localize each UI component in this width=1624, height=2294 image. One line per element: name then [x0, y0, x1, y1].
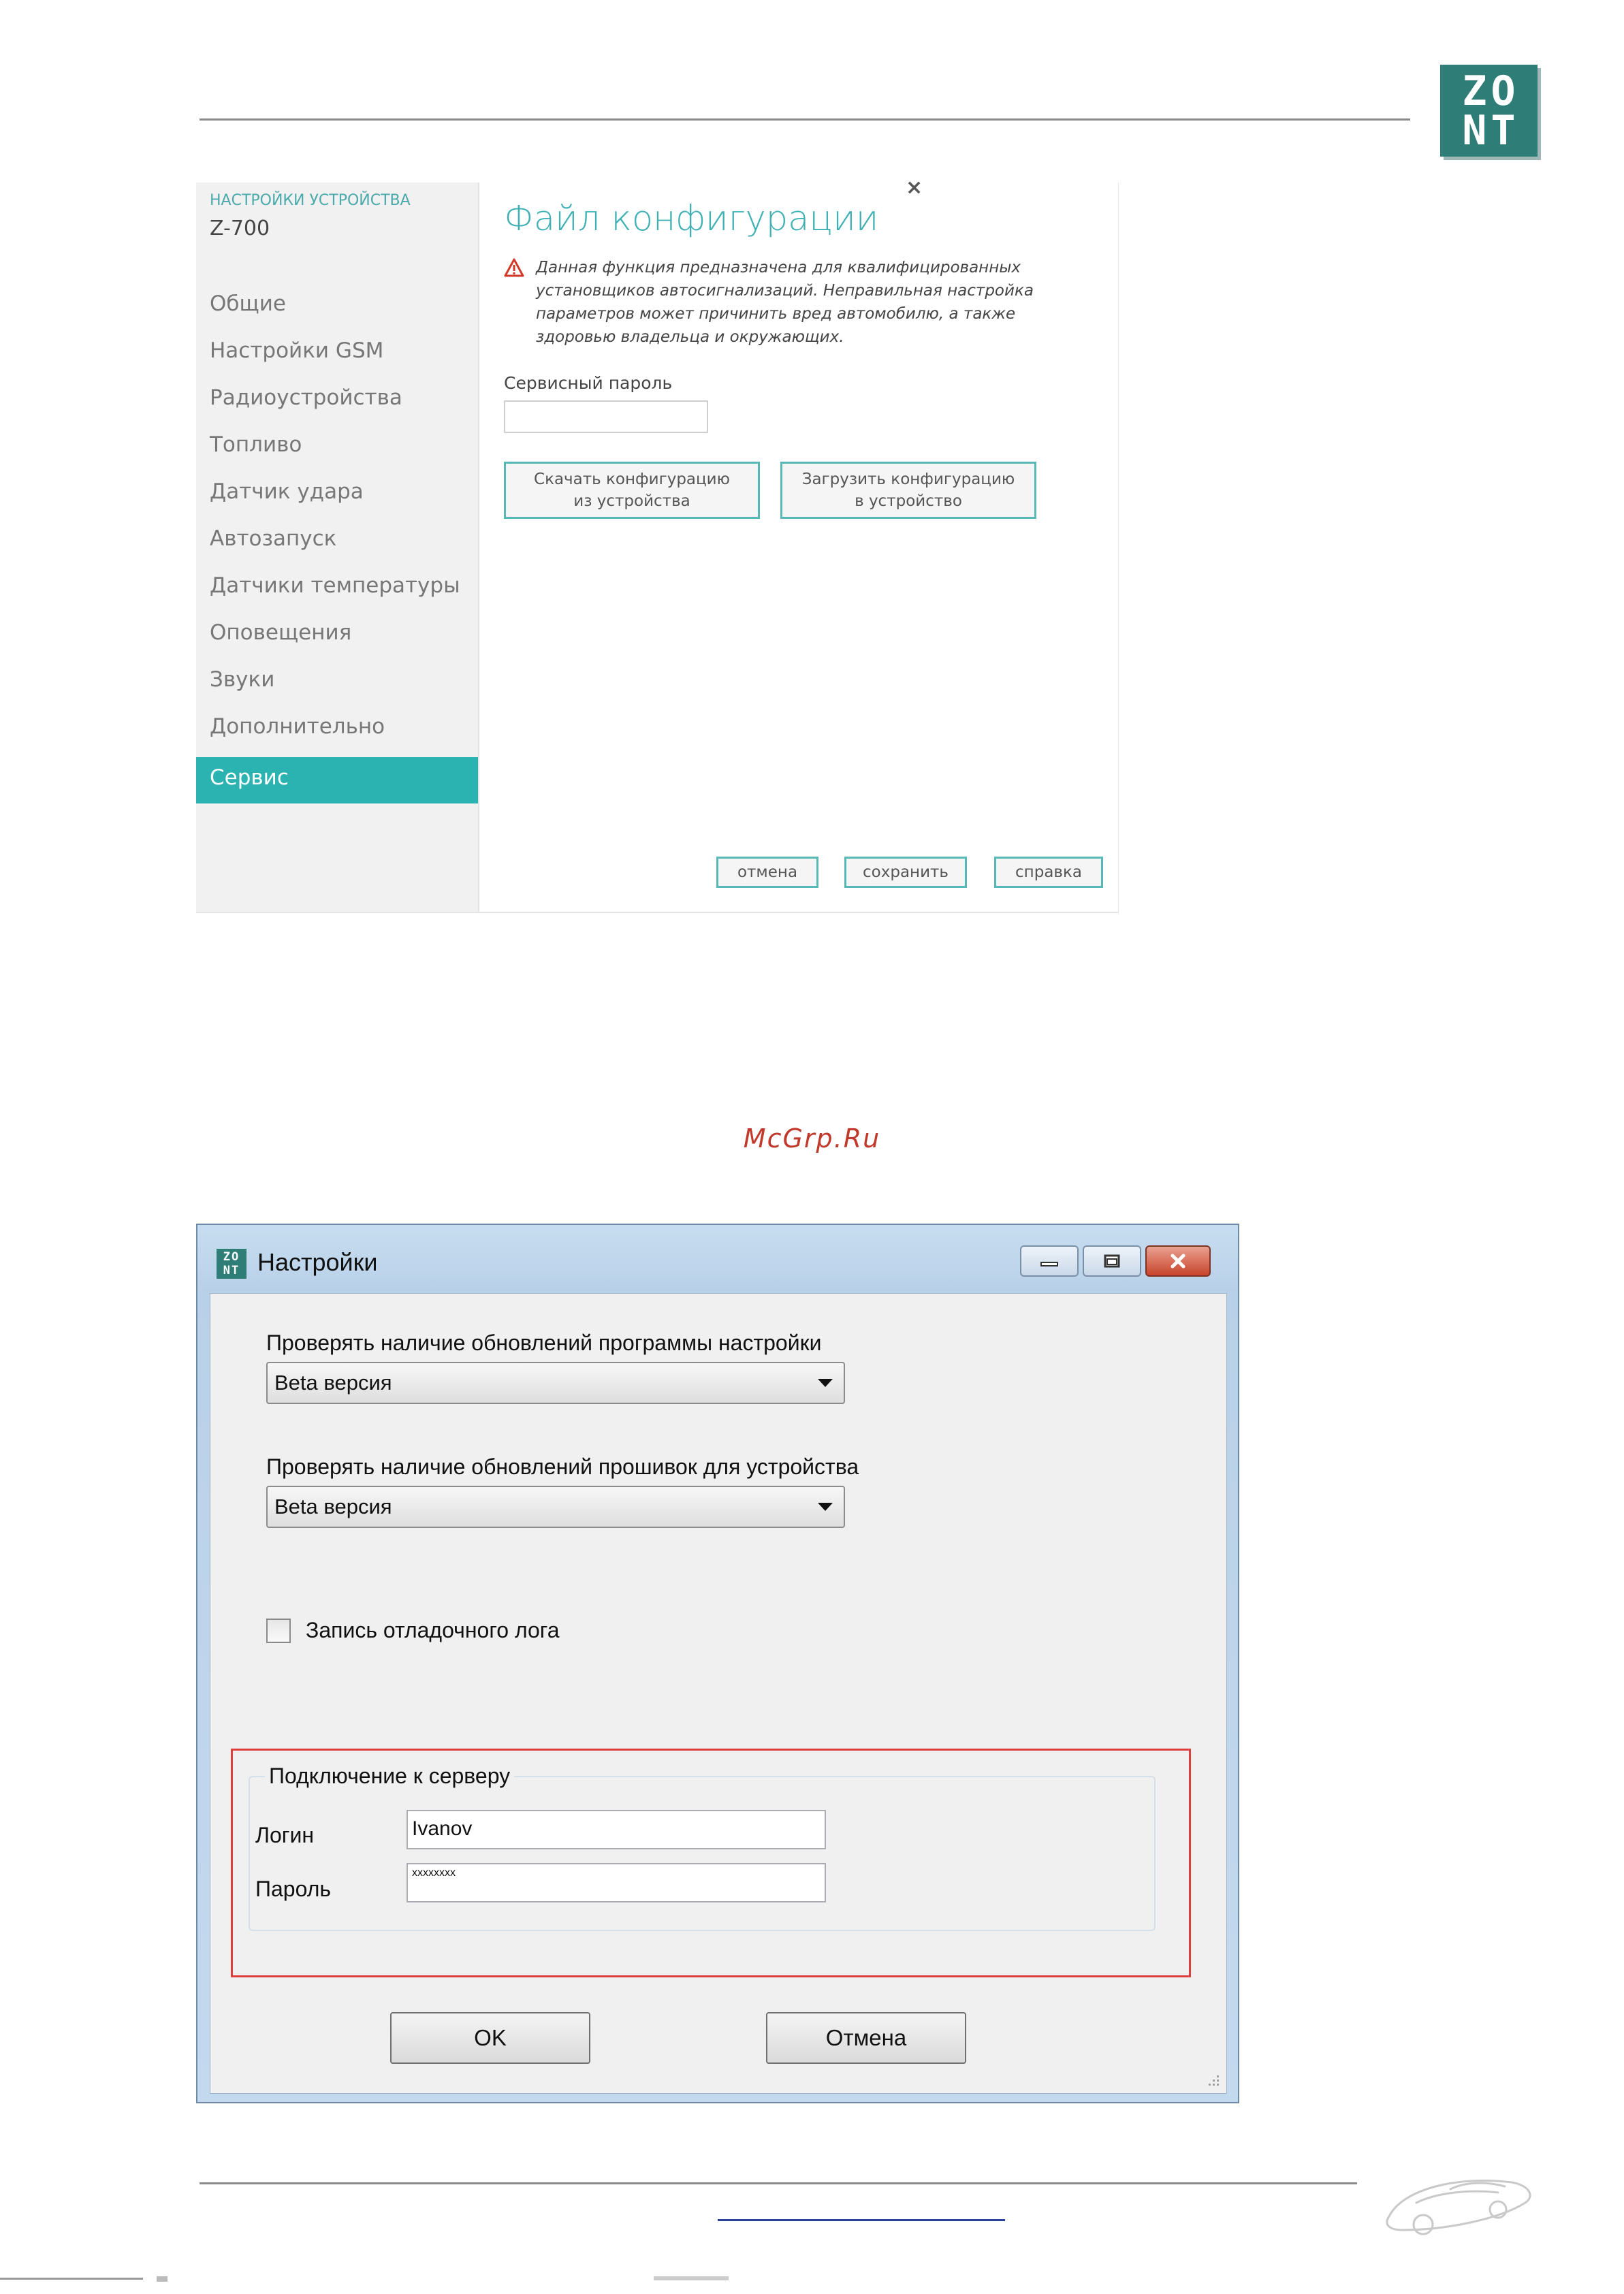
help-button[interactable]: справка	[994, 857, 1103, 888]
service-password-label: Сервисный пароль	[504, 373, 673, 393]
firmware-updates-label: Проверять наличие обновлений прошивок для устройства	[266, 1454, 859, 1479]
download-config-button[interactable]: Скачать конфигурацию из устройства	[504, 462, 760, 519]
dialog-body	[210, 1293, 1227, 2094]
server-connection-group	[249, 1776, 1156, 1931]
ok-button[interactable]: OK	[390, 2012, 590, 2064]
car-sketch-icon	[1375, 2162, 1539, 2244]
server-connection-legend: Подключение к серверу	[265, 1764, 514, 1789]
upload-config-button[interactable]: Загрузить конфигурацию в устройство	[780, 462, 1036, 519]
sidebar-item-general[interactable]: Общие	[210, 291, 286, 316]
save-button[interactable]: сохранить	[844, 857, 967, 888]
program-updates-label: Проверять наличие обновлений программы настройки	[266, 1331, 822, 1355]
sidebar-item-notifications[interactable]: Оповещения	[210, 620, 352, 645]
sidebar-item-autostart[interactable]: Автозапуск	[210, 526, 337, 551]
sidebar-item-fuel[interactable]: Топливо	[210, 432, 302, 457]
sidebar-item-service[interactable]	[196, 757, 478, 803]
sidebar-item-additional[interactable]: Дополнительно	[210, 714, 385, 739]
footer-link-underline[interactable]	[718, 2219, 1005, 2221]
cancel-dialog-button[interactable]: Отмена	[766, 2012, 966, 2064]
page-edge-artifact	[0, 2276, 1624, 2294]
program-updates-select[interactable]	[266, 1362, 845, 1404]
close-button[interactable]	[1145, 1245, 1211, 1277]
minimize-icon	[1039, 1256, 1060, 1267]
cancel-button[interactable]: отмена	[716, 857, 818, 888]
settings-sidebar	[196, 182, 479, 912]
footer-rule	[200, 2182, 1357, 2184]
debug-log-label: Запись отладочного лога	[306, 1618, 560, 1642]
sidebar-item-service-label: Сервис	[210, 765, 289, 790]
service-password-input[interactable]	[504, 400, 708, 433]
close-icon	[1168, 1253, 1188, 1269]
chevron-down-icon	[818, 1503, 833, 1511]
maximize-icon	[1102, 1253, 1122, 1269]
login-input[interactable]: Ivanov	[407, 1810, 826, 1849]
password-label: Пароль	[255, 1877, 332, 1901]
sidebar-item-gsm[interactable]: Настройки GSM	[210, 338, 384, 363]
maximize-button[interactable]	[1083, 1245, 1141, 1277]
zont-logo	[1440, 65, 1538, 157]
login-label: Логин	[255, 1823, 315, 1847]
page-title: Файл конфигурации	[504, 199, 879, 239]
device-model: Z-700	[210, 217, 270, 240]
password-input[interactable]: xxxxxxxx	[407, 1863, 826, 1902]
header-rule	[200, 118, 1410, 121]
chevron-down-icon	[818, 1379, 833, 1387]
program-updates-value: Beta версия	[274, 1371, 392, 1395]
sidebar-caption: НАСТРОЙКИ УСТРОЙСТВА	[210, 192, 411, 209]
warning-text: Данная функция предназначена для квалифицированных установщиков автосигнализаций. Неправильная настройка параметров может причинить вред автомобилю, а также здоровью владельца и окружающих.	[536, 259, 1034, 346]
debug-log-checkbox[interactable]	[266, 1619, 291, 1643]
watermark-text: McGrp.Ru	[743, 1124, 881, 1153]
window-title: Настройки	[257, 1248, 378, 1276]
resize-grip-icon[interactable]	[1206, 2073, 1221, 2088]
warning-triangle-icon	[504, 257, 524, 278]
sidebar-item-temperature[interactable]: Датчики температуры	[210, 573, 460, 598]
logo-line-1: ZO	[1462, 67, 1520, 115]
sidebar-item-sounds[interactable]: Звуки	[210, 667, 275, 692]
sidebar-item-radio[interactable]: Радиоустройства	[210, 385, 402, 410]
firmware-updates-value: Beta версия	[274, 1495, 392, 1518]
firmware-updates-select[interactable]	[266, 1486, 845, 1528]
minimize-button[interactable]	[1020, 1245, 1079, 1277]
app-icon: ZO NT	[217, 1249, 246, 1279]
settings-dialog-window	[196, 1224, 1239, 2103]
close-icon[interactable]: ×	[906, 176, 923, 200]
sidebar-item-shock-sensor[interactable]: Датчик удара	[210, 479, 364, 504]
logo-line-2: NT	[1462, 106, 1520, 155]
